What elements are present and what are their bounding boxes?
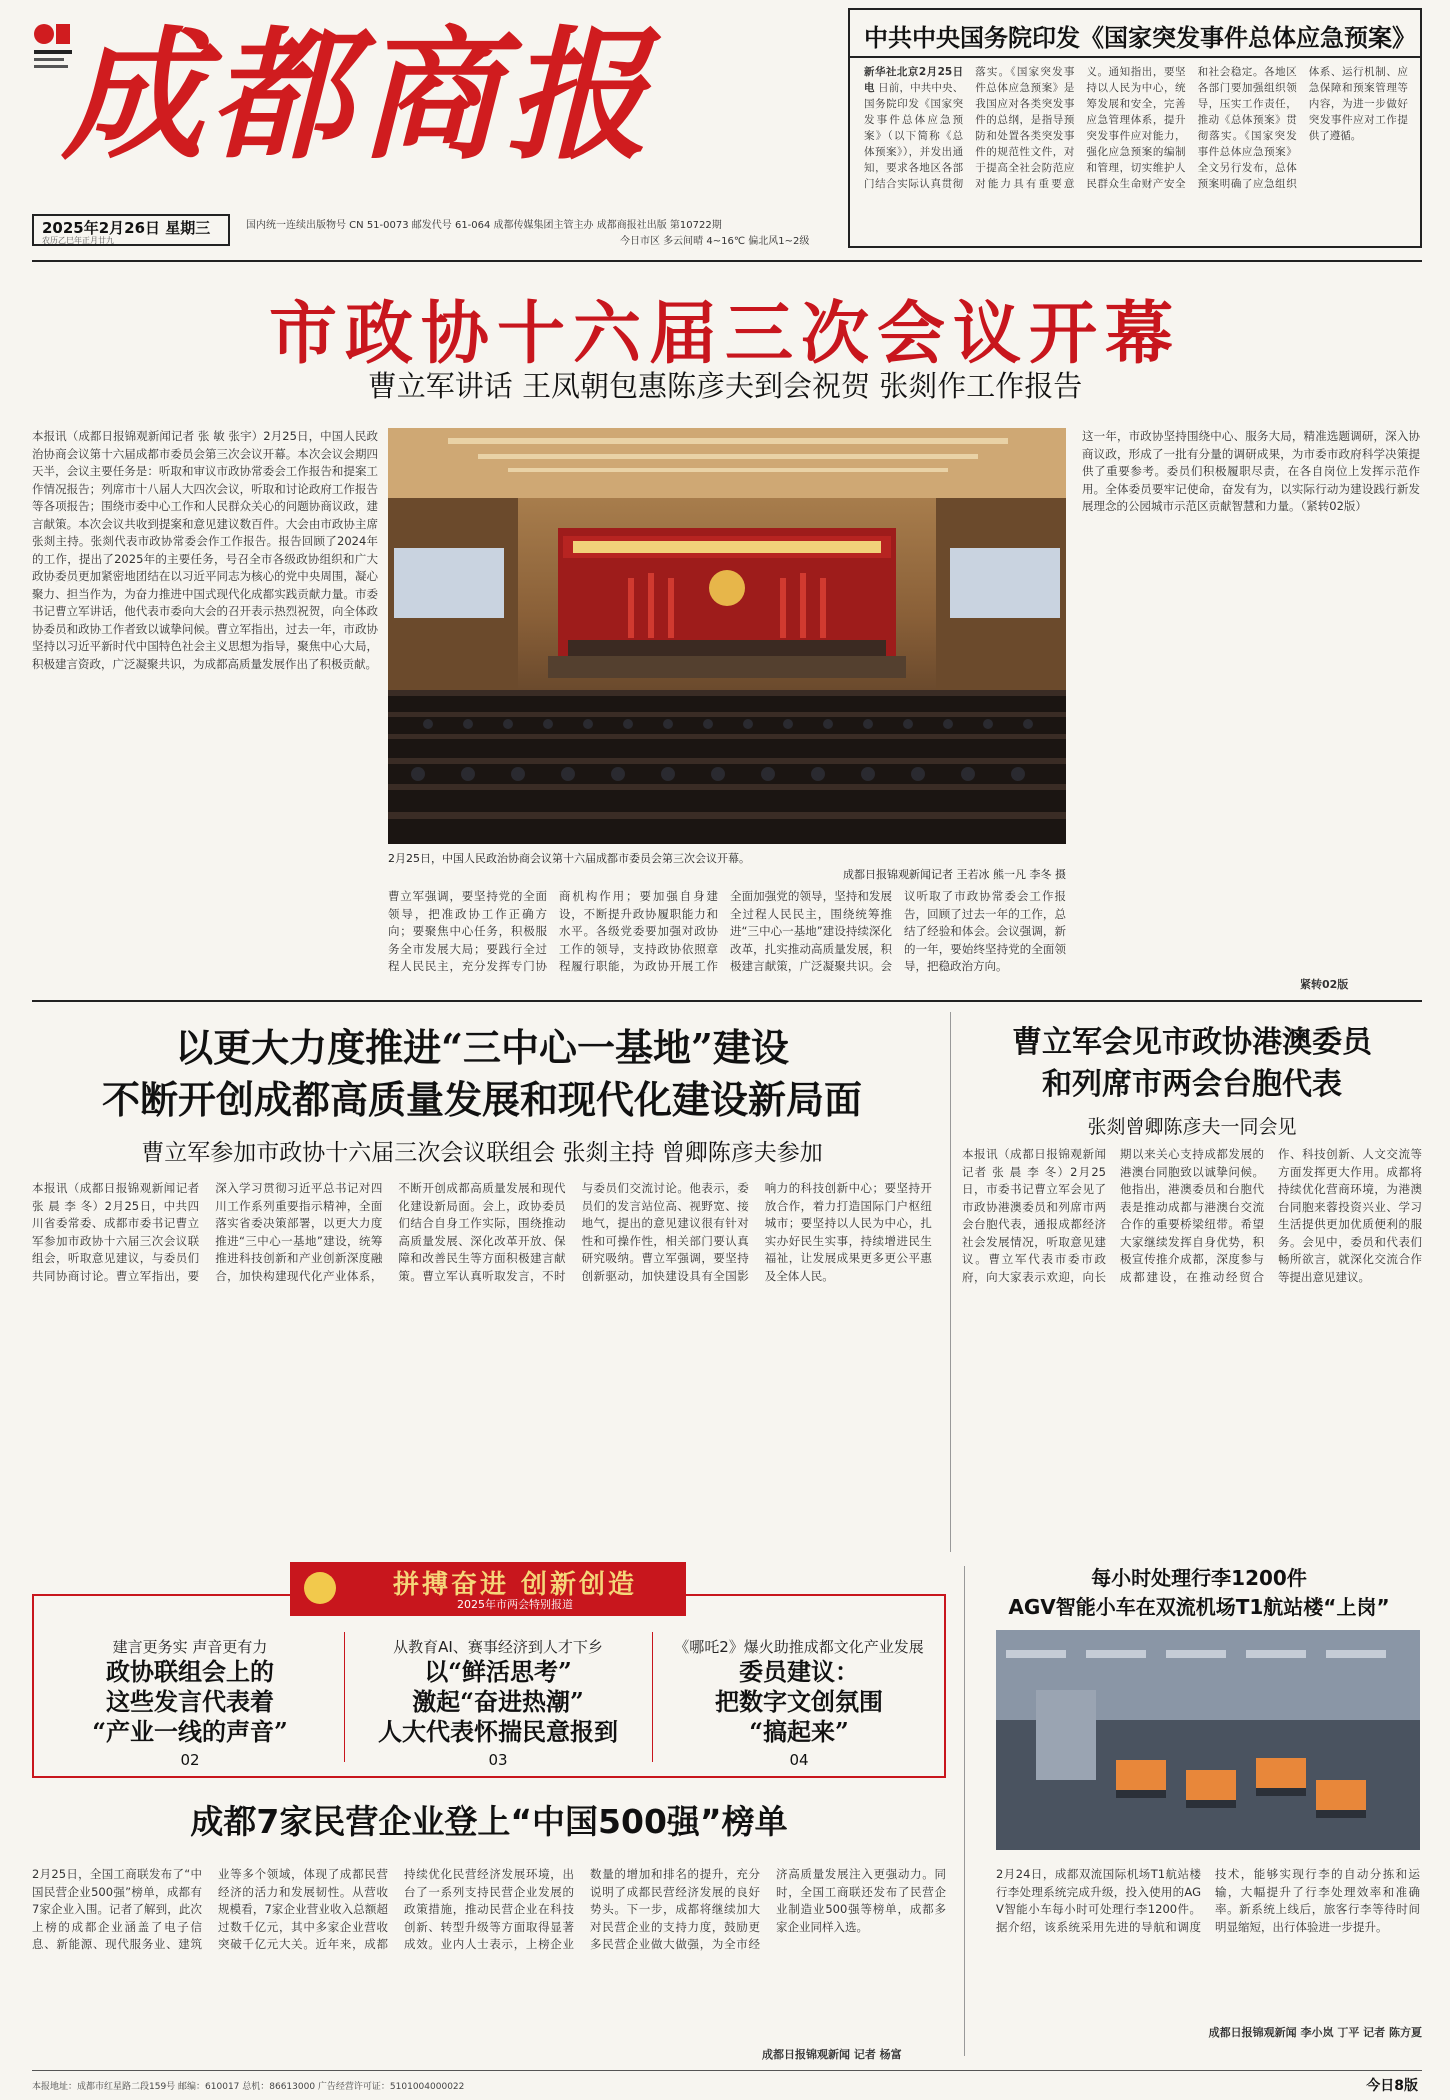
feature-divider: [652, 1632, 653, 1762]
story4-credit: 成都日报锦观新闻 记者 杨富: [762, 2048, 902, 2061]
feature-title-line: 人大代表怀揣民意报到: [378, 1717, 618, 1746]
special-report-banner: [290, 1562, 686, 1616]
special-report-item-04[interactable]: [656, 1636, 942, 1769]
lead-subhead: 曹立军讲话 王凤朝包惠陈彦夫到会祝贺 张剡作工作报告: [367, 369, 1083, 403]
story2-headline-2: 不断开创成都高质量发展和现代化建设新局面: [101, 1077, 862, 1122]
lead-body-col4: 这一年，市政协坚持围绕中心、服务大局，精准选题调研，深入协商议政，形成了一批有分量的调研成果，为市委市政府科学决策提供了重要参考。委员们积极履职尽责，在各自岗位上发挥示范作用。全体委员要牢记使命，奋发有为，以实际行动为建设践行新发展理念的公园城市示范区贡献智慧和力量。（紧转02版）: [1082, 429, 1420, 513]
footer-info: 本报地址：成都市红星路二段159号 邮编：610017 总机：86613000 广告经营许可证：5101004000022: [32, 2082, 465, 2092]
lead-jump-link[interactable]: 紧转02版: [1300, 978, 1349, 991]
feature-title-line: 政协联组会上的: [106, 1657, 274, 1686]
story3-subhead: 张剡曾卿陈彦夫一同会见: [1087, 1116, 1297, 1138]
top-news-dateline: 新华社北京2月25日电: [864, 66, 964, 94]
top-news-body: 日前，中共中央、国务院印发《国家突发事件总体应急预案》（以下简称《总体预案》），并发出通知，要求各地区各部门结合实际认真贯彻落实。《国家突发事件总体应急预案》是我国应对各类突发事件的总纲，是指导预防和处置各类突发事件的规范性文件，对于提高全社会防范应对能力具有重要意义。通知指出，要坚持以人民为中心，统筹发展和安全，完善应急管理体系，提升突发事件应对能力，强化应急预案的编制和管理，切实维护人民群众生命财产安全和社会稳定。各地区各部门要加强组织领导，压实工作责任，推动《总体预案》贯彻落实。《国家突发事件总体应急预案》全文另行发布，总体预案明确了应急组织体系、运行机制、应急保障和预案管理等内容，为进一步做好突发事件应对工作提供了遵循。: [864, 66, 1408, 190]
story3-headline-2: 和列席市两会台胞代表: [1042, 1067, 1342, 1102]
page-footer: [32, 2070, 1422, 2098]
feature-title-line: 激起“奋进热潮”: [412, 1687, 584, 1716]
lunar-date: 农历乙巳年正月廿九: [42, 236, 114, 245]
weather-info: 今日市区 多云间晴 4~16℃ 偏北风1~2级: [620, 236, 810, 247]
lead-body-col3: 全面加强党的领导，坚持和发展全过程人民民主，围绕统筹推进“三中心一基地”建设持续深化改革，扎实推动高质量发展，积极建言献策，广泛凝聚共识。会议听取了市政协常委会工作报告，回顾了过去一年的工作，总结了经验和体会。会议强调，新的一年，要始终坚持党的全面领导，把稳政治方向。: [730, 889, 1066, 973]
page-count: 今日8版: [1366, 2078, 1418, 2094]
special-report-item-03[interactable]: [348, 1636, 648, 1769]
feature-kicker: 从教育AI、赛事经济到人才下乡: [393, 1638, 603, 1656]
issue-date: 2025年2月26日 星期三: [42, 219, 211, 237]
feature-title-line: 以“鲜活思考”: [424, 1657, 572, 1686]
story2-body: 本报讯（成都日报锦观新闻记者 张 晨 李 冬）2月25日，中共四川省委常委、成都市委书记曹立军参加市政协十六届三次会议联组会，听取意见建议，与委员们共同协商讨论。曹立军指出，要深入学习贯彻习近平总书记对四川工作系列重要指示精神，全面落实省委决策部署，以更大力度推进“三中心一基地”建设，统筹推进科技创新和产业创新深度融合，加快构建现代化产业体系，不断开创成都高质量发展和现代化建设新局面。会上，政协委员们结合自身工作实际，围绕推动高质量发展、深化改革开放、保障和改善民生等方面积极建言献策。曹立军认真听取发言，不时与委员们交流讨论。他表示，委员们的发言站位高、视野宽、接地气，提出的意见建议很有针对性和可操作性，相关部门要认真研究吸纳。曹立军强调，要坚持创新驱动，加快建设具有全国影响力的科技创新中心；要坚持开放合作，着力打造国际门户枢纽城市；要坚持以人民为中心，扎实办好民生实事，持续增进民生福祉，让发展成果更多更公平惠及全体人民。: [32, 1181, 932, 1283]
feature-title-line: 委员建议：: [739, 1657, 859, 1686]
story5-body: 2月24日，成都双流国际机场T1航站楼行李处理系统完成升级，投入使用的AGV智能小车每小时可处理行李1200件。据介绍，该系统采用先进的导航和调度技术，能够实现行李的自动分拣和运输，大幅提升了行李处理效率和准确率。新系统上线后，旅客行李等待时间明显缩短，出行体验进一步提升。: [996, 1867, 1420, 1934]
story2-headline-1: 以更大力度推进“三中心一基地”建设: [175, 1025, 789, 1070]
story5-headline-2: AGV智能小车在双流机场T1航站楼“上岗”: [1008, 1595, 1390, 1619]
agv-photo: [996, 1630, 1420, 1850]
story2-subhead: 曹立军参加市政协十六届三次会议联组会 张剡主持 曾卿陈彦夫参加: [141, 1140, 823, 1166]
feature-divider: [344, 1632, 345, 1762]
banner-title: 拼搏奋进 创新创造: [392, 1570, 638, 1600]
feature-title-line: “搞起来”: [749, 1717, 849, 1746]
photo-credit: 成都日报锦观新闻记者 王若冰 熊一凡 李冬 摄: [843, 868, 1066, 881]
story4-body: 2月25日，全国工商联发布了“中国民营企业500强”榜单，成都有7家企业入围。记者了解到，此次上榜的成都企业涵盖了电子信息、新能源、现代服务业、建筑业等多个领域，体现了成都民营经济的活力和发展韧性。从营收规模看，7家企业营业收入总额超过数千亿元，其中多家企业营收突破千亿元大关。近年来，成都持续优化民营经济发展环境，出台了一系列支持民营企业发展的政策措施，推动民营企业在科技创新、转型升级等方面取得显著成效。业内人士表示，上榜企业数量的增加和排名的提升，充分说明了成都民营经济发展的良好势头。下一步，成都将继续加大对民营企业的支持力度，鼓励更多民营企业做大做强，为全市经济高质量发展注入更强动力。同时，全国工商联还发布了民营企业制造业500强等榜单，成都多家企业同样入选。: [32, 1867, 946, 1951]
feature-title-line: “产业一线的声音”: [92, 1717, 288, 1746]
story4-headline: 成都7家民营企业登上“中国500强”榜单: [190, 1802, 788, 1841]
top-news-title: 中共中央国务院印发《国家突发事件总体应急预案》: [864, 23, 1416, 52]
story5-headline-1: 每小时处理行李1200件: [1091, 1566, 1307, 1590]
feature-kicker: 建言更务实 声音更有力: [112, 1638, 268, 1656]
date-box: [32, 214, 230, 246]
lead-headline: 市政协十六届三次会议开幕: [268, 294, 1181, 374]
masthead-title: 成都商报: [62, 13, 654, 179]
story3-headline-1: 曹立军会见市政协港澳委员: [1012, 1025, 1372, 1060]
feature-kicker: 《哪吒2》爆火助推成都文化产业发展: [674, 1638, 924, 1656]
feature-title-line: 把数字文创氛围: [715, 1687, 883, 1716]
photo-caption: [388, 850, 1066, 882]
feature-page-number: 03: [488, 1751, 508, 1769]
publication-info: 国内统一连续出版物号 CN 51-0073 邮发代号 61-064 成都传媒集团主管主办 成都商报社出版 第10722期: [246, 220, 722, 231]
banner-subtitle: 2025年市两会特别报道: [457, 1598, 573, 1611]
story3-body: 本报讯（成都日报锦观新闻记者 张 晨 李 冬）2月25日，市委书记曹立军会见了市政协港澳委员和列席市两会台胞代表，通报成都经济社会发展情况，听取意见建议。曹立军代表市委市政府，向大家表示欢迎，向长期以来关心支持成都发展的港澳台同胞致以诚挚问候。他指出，港澳委员和台胞代表是推动成都与港澳台交流合作的重要桥梁纽带。希望大家继续发挥自身优势，积极宣传推介成都，深度参与成都建设，在推动经贸合作、科技创新、人文交流等方面发挥更大作用。成都将持续优化营商环境，为港澳台同胞来蓉投资兴业、学习生活提供更加优质便利的服务。会见中，委员和代表们畅所欲言，就深化交流合作等提出意见建议。: [962, 1147, 1422, 1284]
story5-credit: 成都日报锦观新闻 李小岚 丁平 记者 陈方夏: [1208, 2026, 1422, 2039]
feature-page-number: 02: [180, 1751, 200, 1769]
lead-body-col2: 曹立军强调，要坚持党的全面领导，把准政协工作正确方向；要聚焦中心任务，积极服务全市发展大局；要践行全过程人民民主，充分发挥专门协商机构作用；要加强自身建设，不断提升政协履职能力和水平。各级党委要加强对政协工作的领导，支持政协依照章程履行职能，为政协开展工作: [388, 889, 718, 973]
emblem-icon: [304, 1572, 336, 1604]
special-report-box: [32, 1594, 946, 1778]
feature-title-line: 这些发言代表着: [106, 1687, 274, 1716]
photo-caption-text: 2月25日，中国人民政治协商会议第十六届成都市委员会第三次会议开幕。: [388, 852, 750, 865]
top-news-box: [848, 8, 1422, 248]
feature-page-number: 04: [789, 1751, 809, 1769]
special-report-item-02[interactable]: [40, 1636, 340, 1769]
conference-photo: [388, 428, 1066, 844]
lead-body-col1: 本报讯（成都日报锦观新闻记者 张 敏 张宇）2月25日，中国人民政治协商会议第十六届成都市委员会第三次会议开幕。本次会议会期四天半，会议主要任务是：听取和审议市政协常委会工作报告和提案工作情况报告；列席市十八届人大四次会议，听取和讨论政府工作报告等各项报告；围绕市委中心工作和人民群众关心的问题协商议政，建言献策。本次会议共收到提案和意见建议数百件。大会由市政协主席张剡主持。张剡代表市政协常委会作工作报告。报告回顾了2024年的工作，提出了2025年的主要任务，号召全市各级政协组织和广大政协委员更加紧密地团结在以习近平同志为核心的党中央周围，凝心聚力、担当作为，为奋力推进中国式现代化成都实践贡献力量。市委书记曹立军讲话，他代表市委向大会的召开表示热烈祝贺，向全体政协委员和政协工作者致以诚挚问候。曹立军指出，过去一年，市政协坚持以习近平新时代中国特色社会主义思想为指导，聚焦中心大局，积极建言资政，广泛凝聚共识，为成都高质量发展作出了积极贡献。: [32, 429, 378, 671]
